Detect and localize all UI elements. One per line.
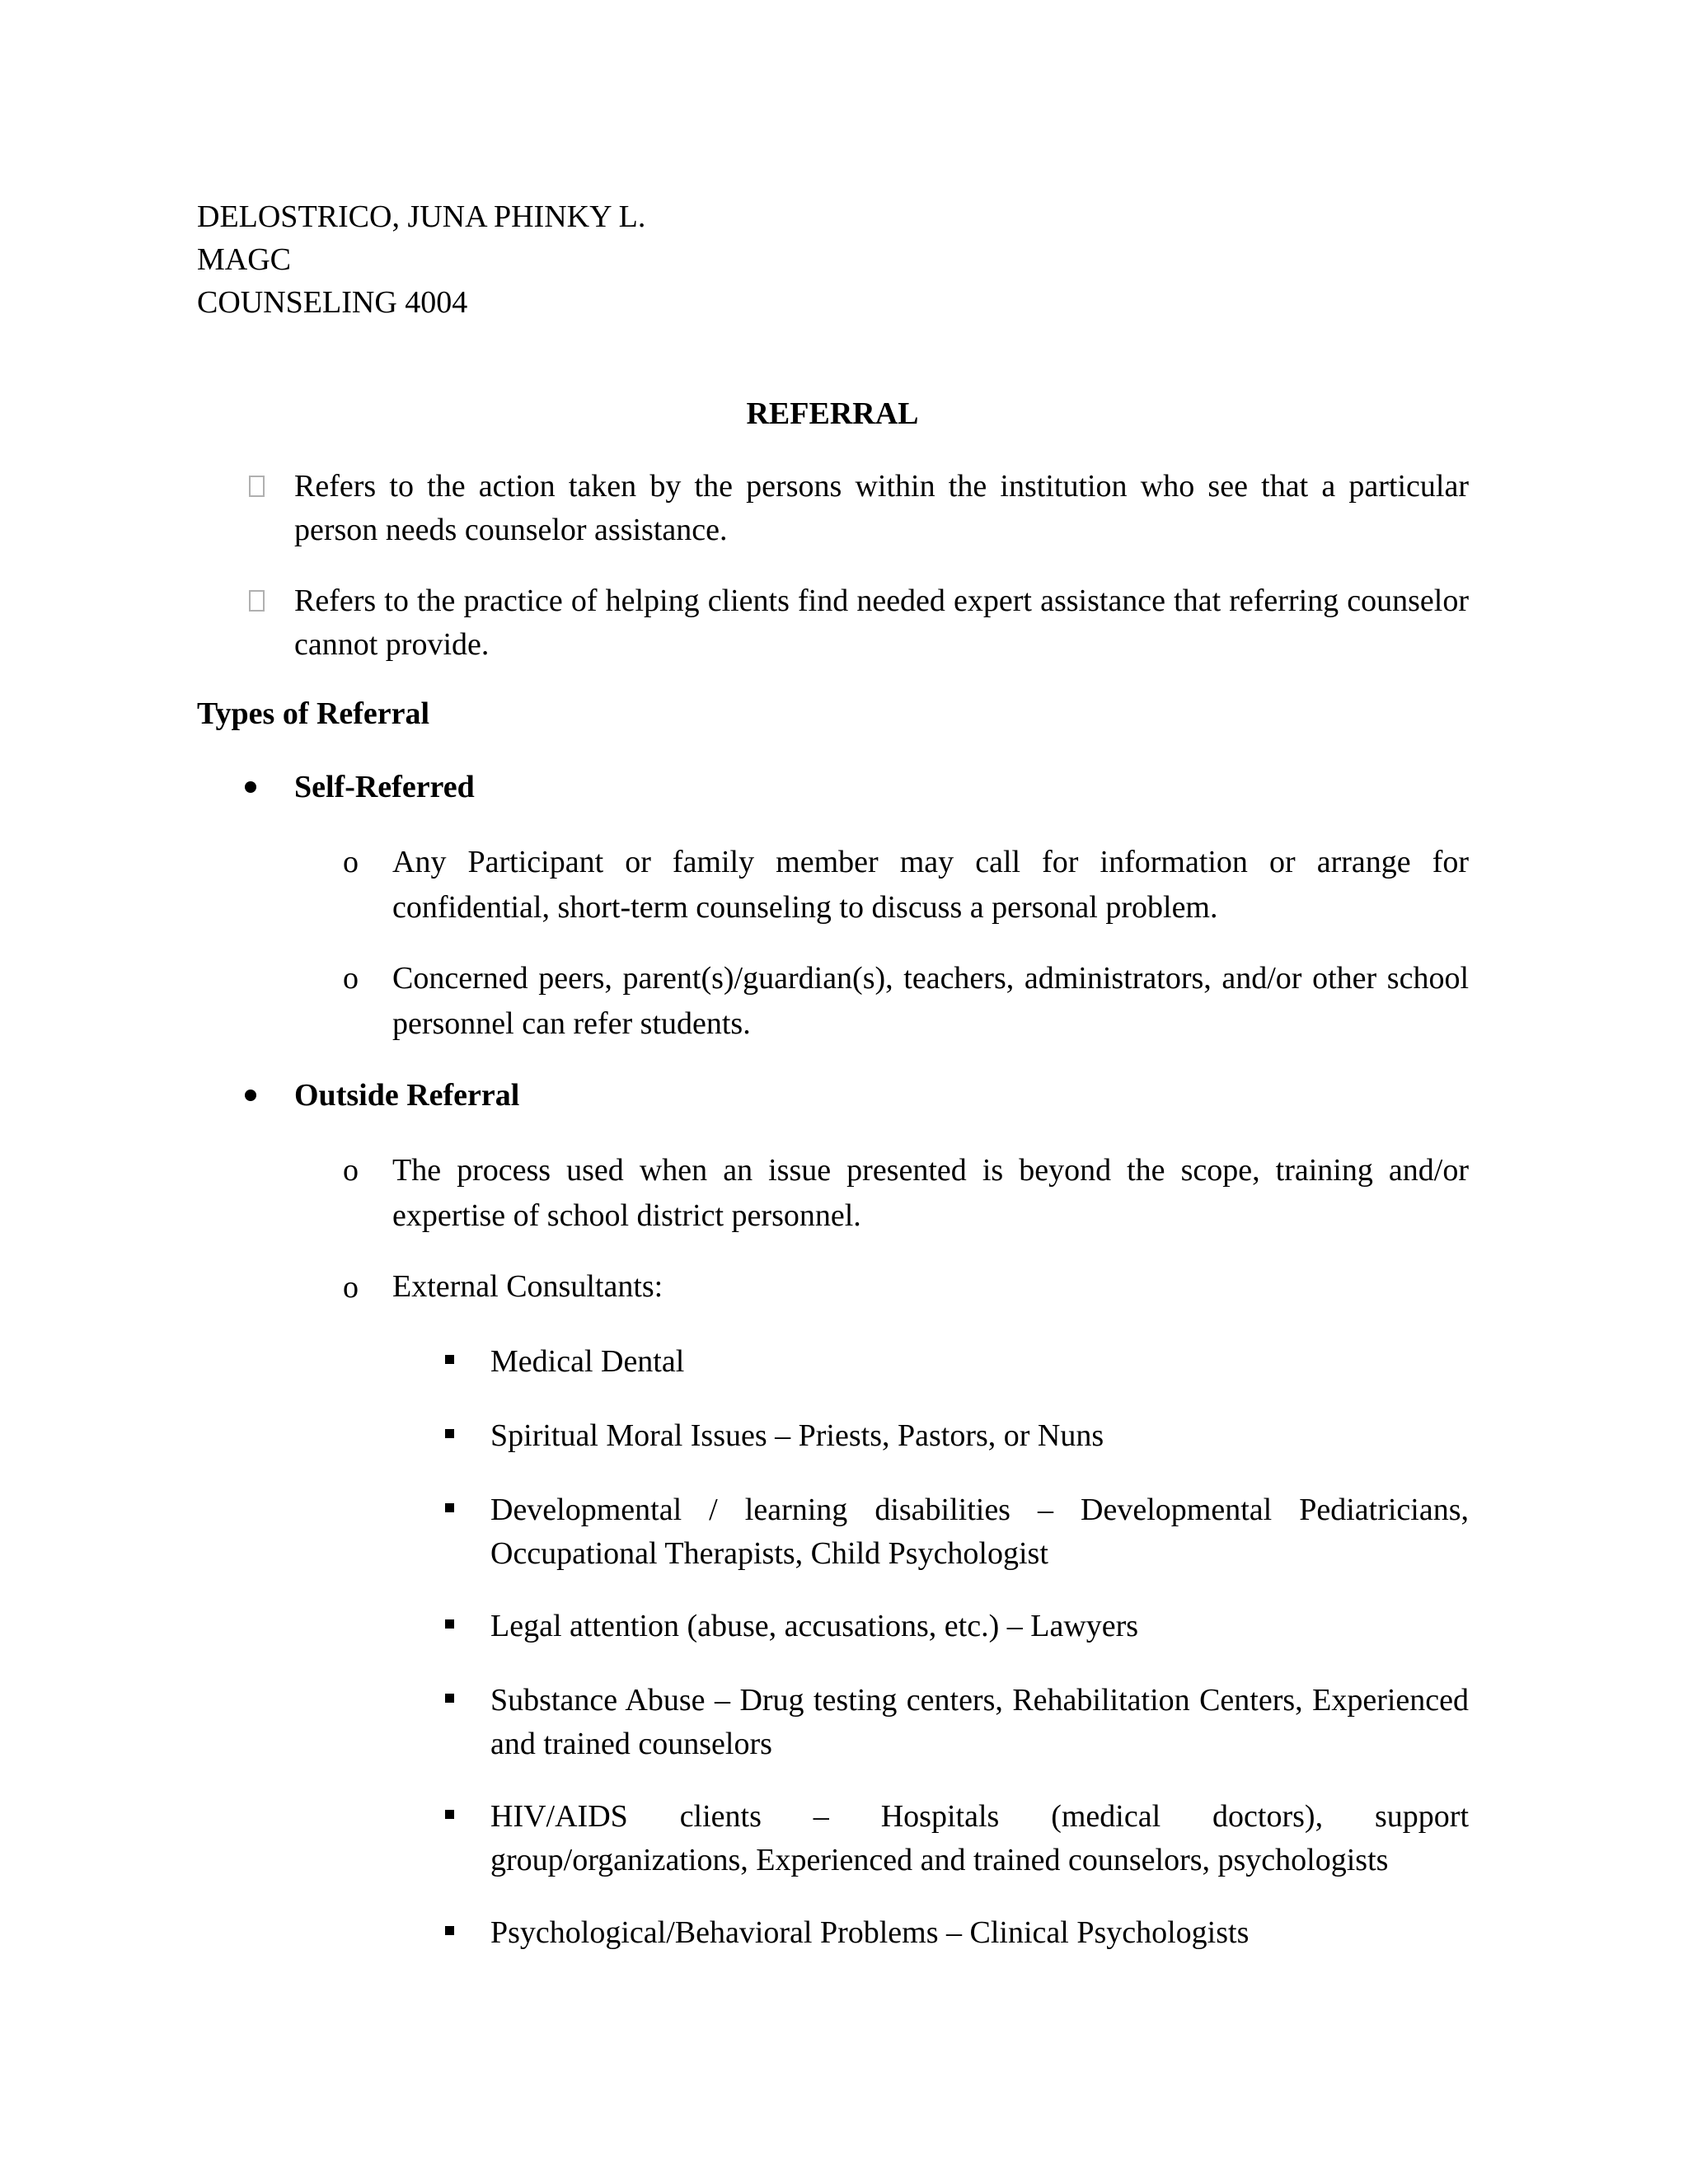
checkbox-icon [249, 590, 265, 612]
consultant-item: Substance Abuse – Drug testing centers, Rehabilitation Centers, Experienced and trained counselors [490, 1683, 1469, 1761]
definition-2: Refers to the practice of helping clients find needed expert assistance that referring counselor cannot provide. [294, 583, 1469, 662]
self-referred-item-1: Any Participant or family member may call for information or arrange for confidential, short-term counseling to discuss a personal problem. [392, 845, 1469, 925]
outside-referral-item-1: The process used when an issue presented is beyond the scope, training and/or expertise of school district personnel. [392, 1153, 1469, 1233]
consultant-item: Legal attention (abuse, accusations, etc.) – Lawyers [490, 1609, 1139, 1643]
self-referred-heading: Self-Referred [294, 770, 475, 804]
student-name: DELOSTRICO, JUNA PHINKY L. [197, 199, 646, 234]
bullet-square-icon [445, 1429, 454, 1438]
bullet-disc-icon [245, 1090, 256, 1101]
bullet-square-icon [445, 1810, 454, 1819]
consultant-item: HIV/AIDS clients – Hospitals (medical doctors), support group/organizations, Experienced and trained counselors, psychologists [490, 1799, 1469, 1877]
page-title: REFERRAL [746, 396, 919, 431]
bullet-circle-icon: o [343, 1270, 359, 1305]
course-name: COUNSELING 4004 [197, 285, 468, 320]
outside-referral-heading: Outside Referral [294, 1078, 520, 1113]
consultant-item: Spiritual Moral Issues – Priests, Pastors, or Nuns [490, 1418, 1104, 1453]
bullet-square-icon [445, 1503, 454, 1512]
checkbox-icon [249, 476, 265, 497]
types-heading: Types of Referral [197, 696, 430, 731]
consultant-item: Psychological/Behavioral Problems – Clinical Psychologists [490, 1915, 1250, 1950]
bullet-circle-icon: o [343, 845, 359, 879]
bullet-square-icon [445, 1926, 454, 1935]
consultant-item: Developmental / learning disabilities – Developmental Pediatricians, Occupational Therapists, Child Psychologist [490, 1493, 1469, 1571]
definition-1: Refers to the action taken by the persons within the institution who see that a particular person needs counselor assistance. [294, 469, 1469, 547]
program-name: MAGC [197, 242, 292, 277]
bullet-circle-icon: o [343, 1153, 359, 1188]
outside-referral-item-2: External Consultants: [392, 1269, 663, 1304]
bullet-disc-icon [245, 781, 256, 793]
bullet-circle-icon: o [343, 961, 359, 996]
bullet-square-icon [445, 1694, 454, 1703]
bullet-square-icon [445, 1355, 454, 1364]
bullet-square-icon [445, 1619, 454, 1629]
self-referred-item-2: Concerned peers, parent(s)/guardian(s), teachers, administrators, and/or other school personnel can refer students. [392, 961, 1469, 1041]
consultant-item: Medical Dental [490, 1344, 685, 1379]
